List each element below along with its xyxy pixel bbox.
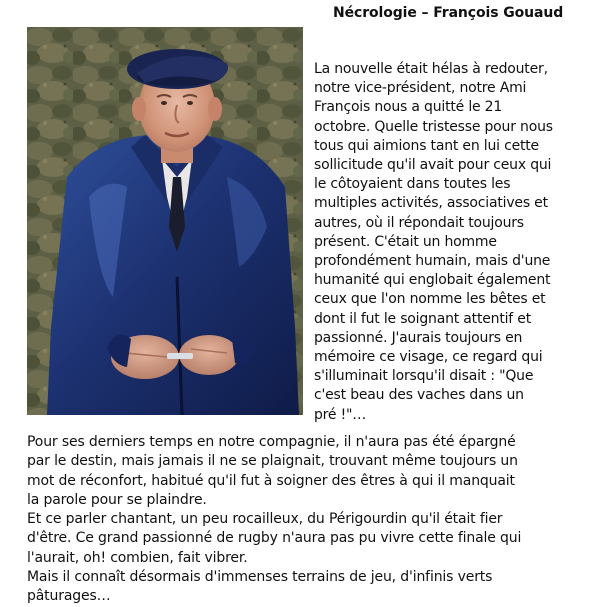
side-text-line: profondément humain, mais d'une [314, 253, 551, 270]
side-text-line: mémoire ce visage, ce regard qui [314, 349, 543, 366]
bottom-text-line: mot de réconfort, habitué qu'il fut à soigner des êtres à qui il manquait [27, 472, 515, 489]
bottom-text-line: Pour ses derniers temps en notre compagnie, il n'aura pas été épargné [27, 434, 516, 450]
side-text-line: présent. C'était un homme [314, 233, 497, 250]
article-title: Nécrologie – François Gouaud [333, 5, 564, 21]
side-text-line: multiples activités, associatives et [314, 195, 548, 212]
side-text-line: s'illuminait lorsqu'il disait : "Que [314, 368, 534, 385]
bottom-text-line: Et ce parler chantant, un peu rocailleux, du Périgourdin qu'il était fier [27, 511, 503, 528]
side-text-line: le côtoyaient dans toutes les [314, 176, 511, 193]
side-text-line: notre vice-président, notre Ami [314, 80, 527, 97]
side-paragraph [314, 60, 604, 425]
side-text-line: autres, où il répondait toujours [314, 214, 524, 231]
side-text-line: c'est beau des vaches dans un [314, 387, 524, 404]
bottom-text-line: d'être. Ce grand passionné de rugby n'aura pas pu vivre cette finale qui [27, 530, 522, 547]
side-text-line: La nouvelle était hélas à redouter, [314, 61, 548, 77]
side-text-line: passionné. J'aurais toujours en [314, 329, 523, 346]
bottom-text-line: la parole pour se plaindre. [27, 491, 207, 508]
bottom-text-line: l'aurait, oh! combien, fait vibrer. [27, 549, 248, 566]
bottom-text-line: Mais il connaît désormais d'immenses terrains de jeu, d'infinis verts [27, 569, 493, 586]
side-text-line: ceux que l'on nomme les bêtes et [314, 291, 546, 308]
bottom-text-line: pâturages… [27, 588, 111, 605]
side-text-line: sollicitude qu'il avait pour ceux qui [314, 157, 552, 174]
portrait-photo [27, 27, 303, 415]
side-text-line: dont il fut le soignant attentif et [314, 310, 531, 327]
side-text-line: octobre. Quelle tristesse pour nous [314, 118, 553, 135]
side-text-line: pré !"… [314, 406, 367, 423]
side-text-line: François nous a quitté le 21 [314, 99, 503, 116]
side-text-line: humanité qui englobait également [314, 272, 551, 289]
bottom-text-line: par le destin, mais jamais il ne se plaignait, trouvant même toujours un [27, 453, 518, 470]
side-text-line: tous qui aimions tant en lui cette [314, 137, 539, 154]
bottom-paragraph [27, 433, 602, 607]
